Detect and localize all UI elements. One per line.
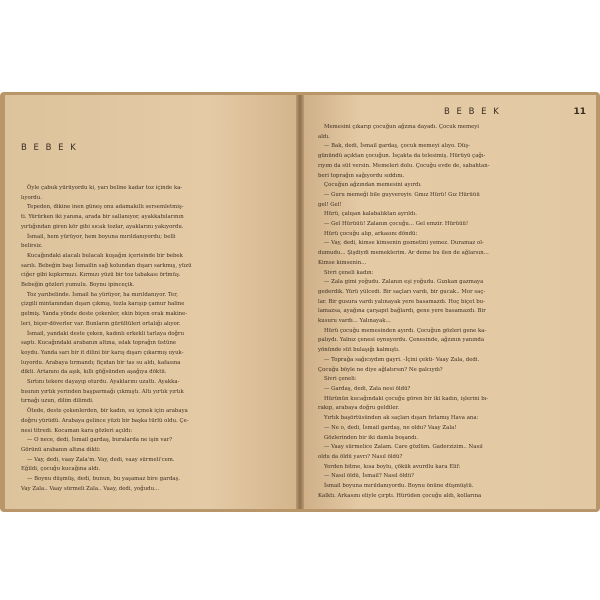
text-line: Hürü çocuğu alıp, arkasını döndü: <box>324 230 418 237</box>
text-line: İsmail, yandaki deste çeken, kadınlı erkekli tarlaya doğru <box>27 330 185 337</box>
text-line: Sivri çeneli: <box>324 376 357 383</box>
text-line: Toz yarıbelinde. İsmail ha yürüyor, ha mırıldanıyor. Ter, <box>27 291 178 298</box>
text-line: — Vay, dedi, vaay Zala'm. Vay, dedi, vaay sürmeli'cem. <box>27 456 175 463</box>
text-line: Vay Zala.. Vaay sürmeli Zala.. Vaay, dedi, yoğudu... <box>21 485 160 492</box>
text-line: leri, biçer-döverler var. Bunların gürültüleri ortalığı alıyor. <box>21 320 181 327</box>
text-line: Bebeğin gözleri yumulu. Boynu ipinceçik. <box>21 282 135 289</box>
text-line: palıydı. Yalnız çenesi oynuyordu. Çenesinde, ağzının yanında <box>318 337 485 344</box>
text-line: Sırtını tekere dayayıp oturdu. Ayaklarını uzattı. Ayakka- <box>27 379 180 386</box>
text-line: Eğildi, çocuğu kucağına aldı. <box>21 466 101 473</box>
text-line: beri toprağın sağıyordu sıddını. <box>318 172 405 179</box>
text-line: Gözlerinden bir iki damla boşandı. <box>324 434 419 441</box>
text-line: gederdik. Yürü yülcedi. Bir saçları vardı, bir gucak.. Mor saç- <box>318 288 486 295</box>
right-page-heading: B E B E K <box>444 107 501 117</box>
text-line: bısının yırtık yerinden başparmağı çıkmıştı. Altı yırtık yırtık <box>21 388 184 395</box>
book-spine <box>296 95 304 509</box>
text-line: Memesini çıkarıp çocuğun ağzına dayadı. Çocuk memeyi <box>324 124 480 130</box>
text-line: ciğer gibi kıpkırmızı. Kırmızı yüzü bir toz tabakası örtmüş. <box>21 272 181 279</box>
right-page-text <box>318 123 586 501</box>
text-line: Öyle çabuk yürüyordu ki, yarı beline kadar toz içinde ka- <box>27 185 183 191</box>
text-line: saptı. Kucağındaki arabanın altına, ıslak toprağın üstüne <box>21 340 177 347</box>
text-line: — Toprağa sağıcıydım gayri. -İçini çekti- Vaay Zala, dedi. <box>324 356 480 363</box>
text-line: Sivri çeneli kadın: <box>324 269 374 276</box>
left-page <box>5 95 296 509</box>
text-line: Kimse kimsenin... <box>318 259 367 266</box>
text-line: — Bak, dedi, İsmail gardaş, çocuk memeyi alıyo. Düş- <box>324 143 470 150</box>
text-line: — Guru memeği bile guyveroyiv. Gmız Hürü! Gız Hürüüü <box>324 191 480 198</box>
text-line: — Zala gimi yoğudu. Zalanın eşi yoğudu. Gızıkan gazmaya <box>324 279 484 286</box>
text-line: rakıp, arabaya doğru geldiler. <box>318 405 400 412</box>
text-line: Hürü, çalışan kalabalıktan ayrıldı. <box>324 211 417 218</box>
text-line: yönünde süt bulaşığı kalmıştı. <box>318 347 400 354</box>
text-line: — Boynu düşmüş, dedi, bunun, bu yaşamaz bire gardaş. <box>27 476 180 483</box>
text-line: Yırtık başörtüsünden ak saçları dışarı fırlamış Hava ana: <box>324 415 479 422</box>
text-line: dumudu... Şişdiydi memeklerim. Ar deme bu ilen de ağlarsın... <box>318 250 489 257</box>
text-line: rıyım da süt versin. Memeleri dolu. Çocuğu evde de, sabahtan- <box>318 162 490 169</box>
text-line: Görünü arabanın altına dikti: <box>21 446 101 453</box>
text-line: aldı. <box>318 133 330 140</box>
text-line: Yerden bitme, kısa boylu, çökük avurdlu kara Elif: <box>324 463 461 470</box>
text-line: doğru yürüdü. Arabaya gelince yüzü bir başka türlü oldu. Çe- <box>21 417 189 424</box>
text-line: kusuru vardı... Yalınayak... <box>318 318 391 325</box>
text-line: lıyordu. <box>21 194 42 201</box>
text-line: İsmail boyuna mırıldanıyordu. Boynu önüne düşmüştü. <box>324 483 474 490</box>
text-line: nesi titredi. Kocaman kara gözleri açıldı: <box>21 427 133 434</box>
text-line: — Nasıl öldü, İsmail? Nasıl öldü? <box>324 473 415 480</box>
text-line: lamazsa, ayağına çarşapıt bağlardı, gene yere basamazdı. Bir <box>318 308 486 315</box>
text-line: — Gel Hürüüü! Zalanın çocuğu... Gel emzir. Hürüüü! <box>324 221 469 228</box>
text-line: Hürü çocuğu memesinden ayırdı. Çocuğun gözleri gene ka- <box>324 327 487 334</box>
text-line: yırtığından giren kör gibi sıcak tozlar, ayaklarını yakıyordu. <box>21 223 184 230</box>
text-line: — O nece, dedi, İsmail gardaş, buralarda ne işin var? <box>27 437 173 444</box>
page-number: 11 <box>573 107 586 117</box>
text-line: dikti. Artanını da aşık, kıllı göğsünden aşağıya döktü. <box>21 369 167 376</box>
text-line: Ötede, deste çekenlerden, bir kadın, su içmek için arabaya <box>27 408 188 415</box>
text-line: Çocuğun ağzından memesini ayırdı. <box>324 182 422 189</box>
text-line: çizgili mintanından dışarı çıkmış, tozla karışıp çamur haline <box>21 301 185 308</box>
text-line: — Vaay sürmelice Zalam. Care gözlüm. Gaderzizim.. Nasıl <box>324 444 483 451</box>
text-line: belirsiz. <box>21 243 43 250</box>
text-line: İsmail, hem yürüyor, hem boyuna mırıldanıyordu; belli <box>27 233 176 240</box>
text-line: Çocuğu böyle ne diye ağlatırsın? Ne galcıydı? <box>318 366 443 373</box>
text-line: Kucağındaki alacalı bulacalı kuşağın içerisinde bir bebek <box>27 252 183 259</box>
text-line: Kalktı. Arkasını eliyle çırptı. Hürüden çocuğu aldı, kollarına <box>318 492 482 499</box>
text-line: — Gardaş, dedi, Zala nesi öldü? <box>324 385 411 392</box>
text-line: — Vay, dedi, kimse kimsenin gısmetini yemez. Duramaz ol- <box>324 240 484 247</box>
text-line: lar. Bir gusura vardı yalınayak yere basamazdı. Hoç biçet bu- <box>318 298 485 305</box>
text-line: luyordu. Arabaya tırmandı; fiçıdan bir tas su aldı, kafasına <box>21 359 181 366</box>
text-line: günündü açıktan çocuğun. İsçakta da telesimiş. Hürüyü çağı- <box>318 153 486 160</box>
right-page <box>304 95 596 509</box>
left-page-text <box>21 184 288 495</box>
text-line: ti. Yürürken iki yanına, arada bir sallanıyor, ayakkabılarının <box>21 214 184 221</box>
text-line: tırnağı uzun, dilim dilimdi. <box>21 398 94 405</box>
text-line: Tepeden, dikine inen güneş onu adamakıllı sersemletmiş- <box>27 204 184 211</box>
text-line: Hürünün kucağındaki çocuğu gören bir iki kadın, işlerini bı- <box>324 395 489 402</box>
right-page-header <box>318 107 586 117</box>
text-line: sarılı. Bebeğin başı İsmailin sağ kolundan dışarı sarkmış, yüzü <box>21 262 192 269</box>
text-line: gelmiş. Yanda yönde deste çekenler, ekin biçen orak makine- <box>21 311 188 318</box>
text-line: oldu da öldü yavrı? Nasıl öldü? <box>318 453 403 460</box>
left-page-heading: B E B E K <box>21 143 78 153</box>
text-line: gel! Gel! <box>318 201 342 208</box>
text-line: — Ne o, dedi, İsmail gardaş, ne oldu? Vaay Zala! <box>324 424 457 431</box>
text-line: koydu. Yanda sarı bir it dilini bir karış dışarı çıkarmış uyuk- <box>21 349 184 356</box>
